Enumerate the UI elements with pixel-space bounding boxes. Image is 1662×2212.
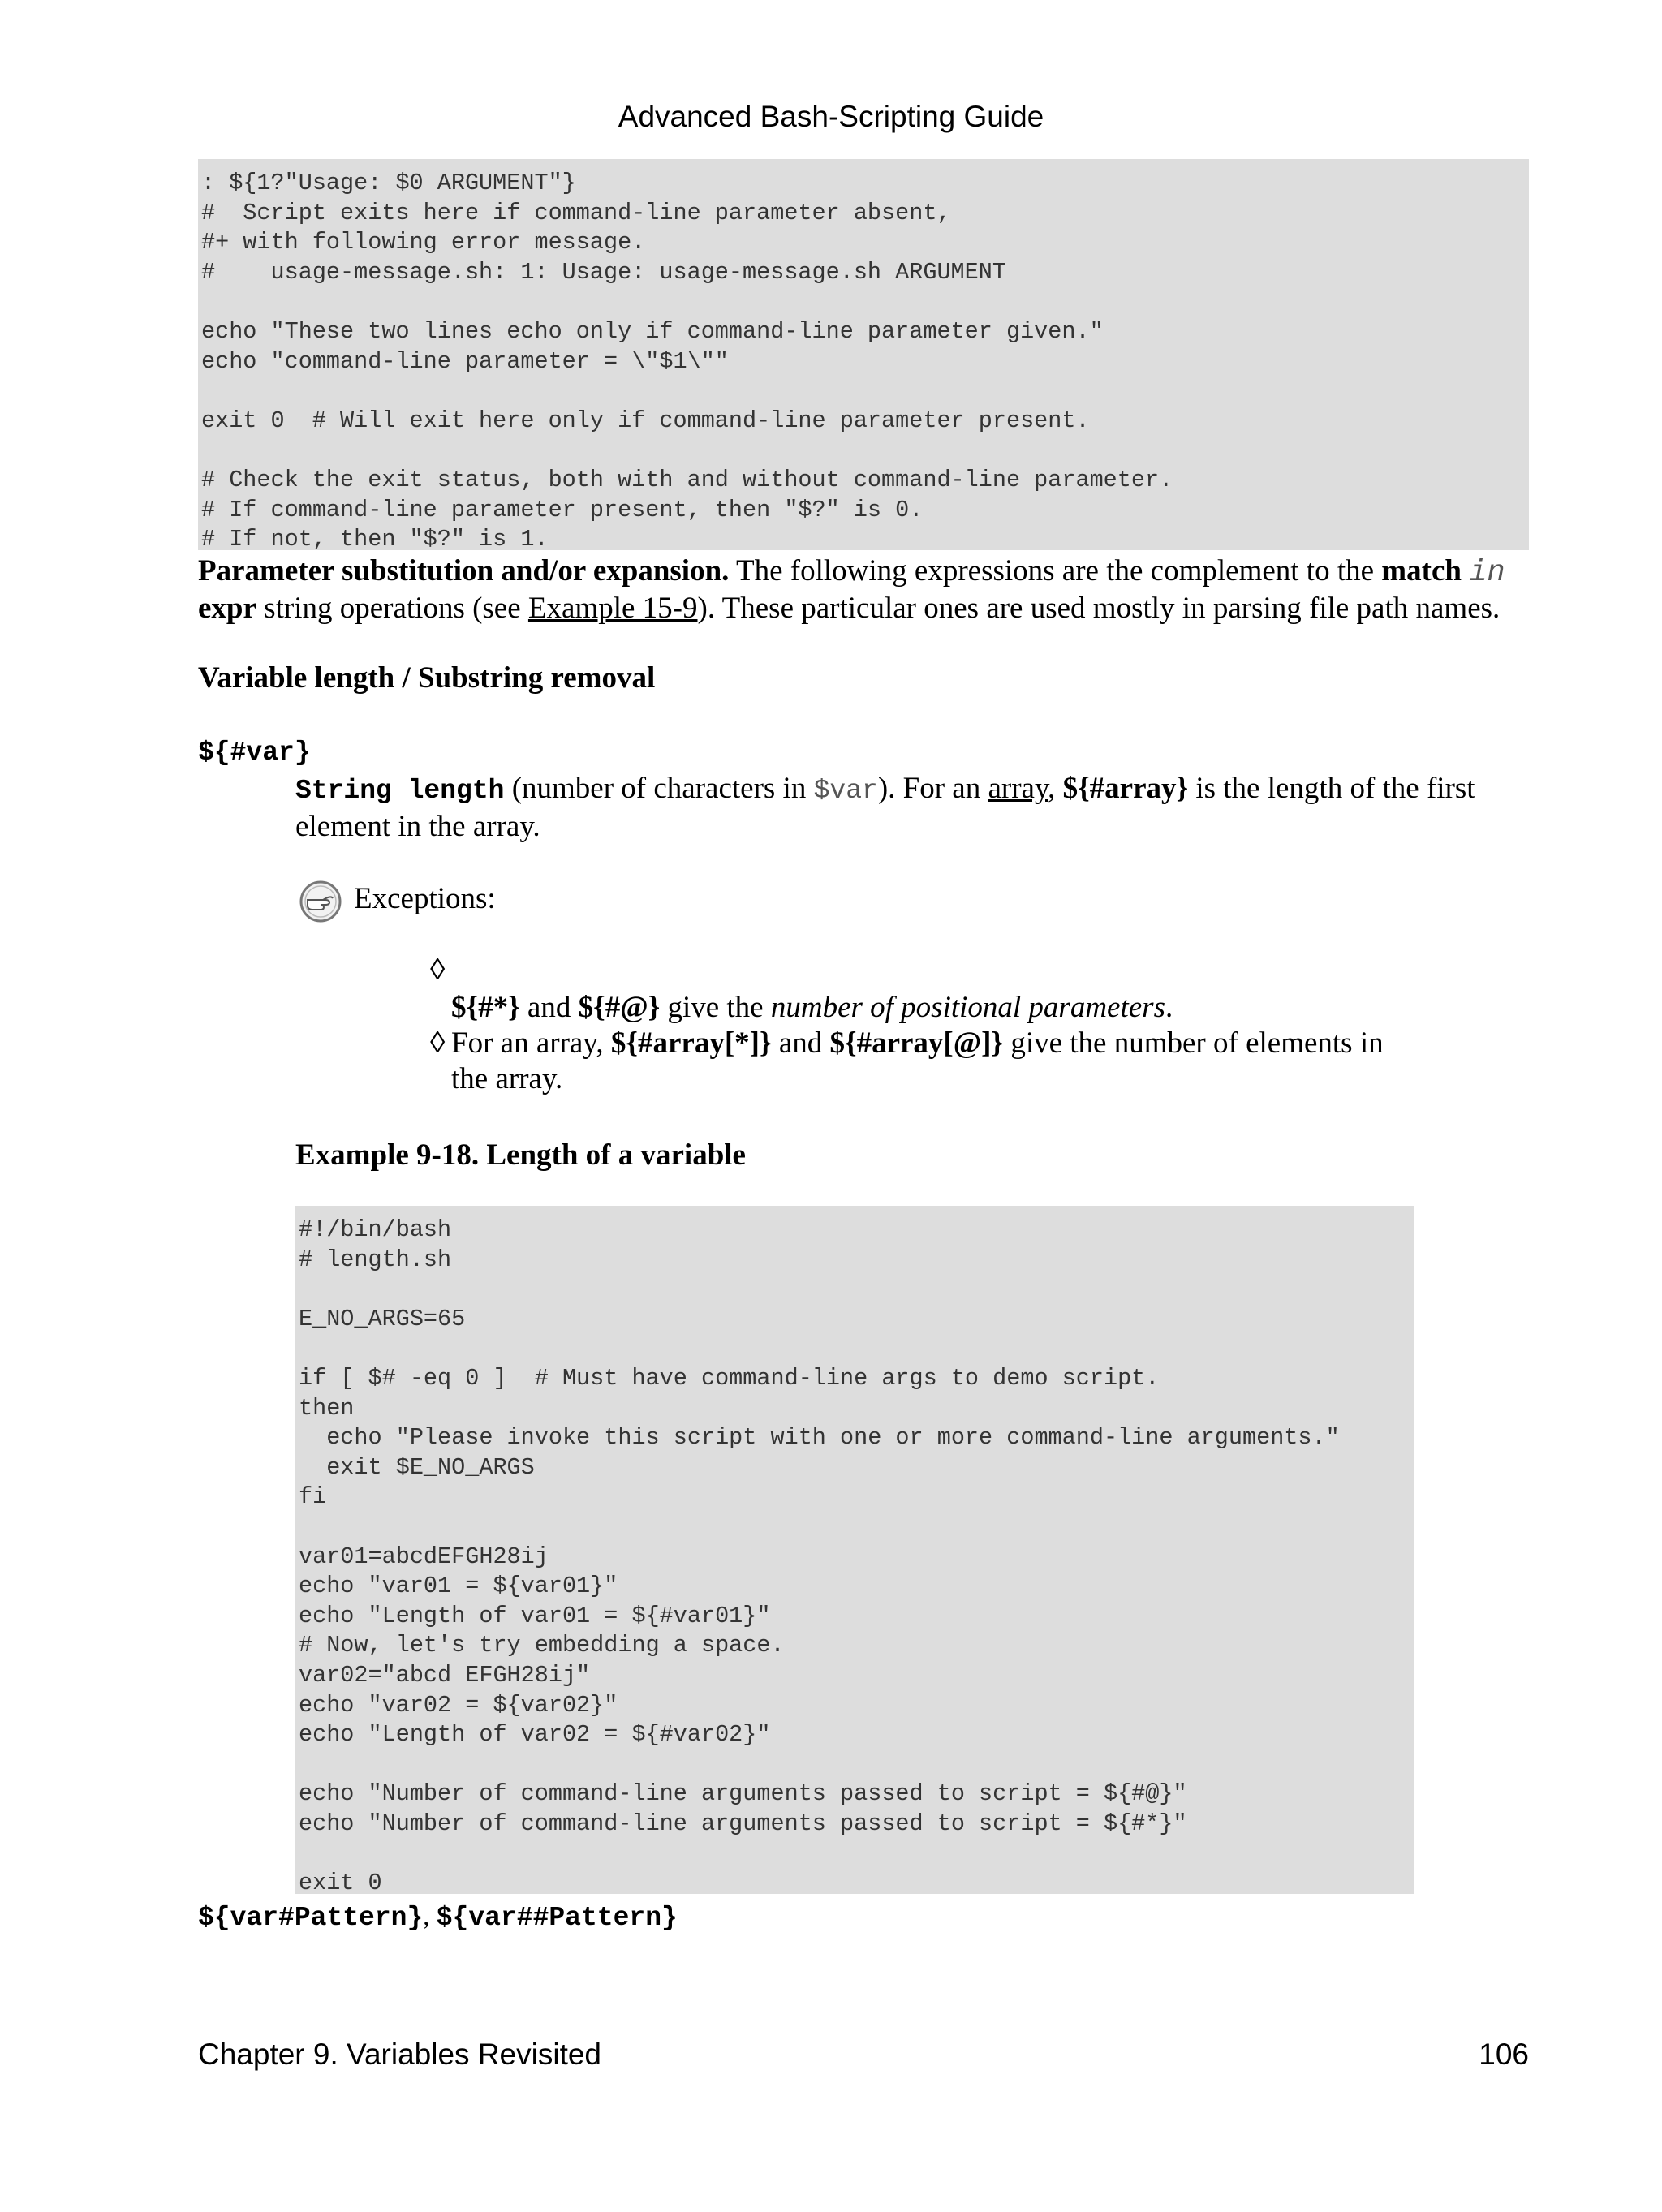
var-literal: $var [813, 776, 878, 806]
param-lead: Parameter substitution and/or expansion. [198, 554, 730, 587]
item1-italic: number of positional parameters [770, 991, 1165, 1024]
item2-and: and [771, 1026, 830, 1060]
code-block-length [295, 1206, 1414, 1897]
in-keyword: in [1469, 556, 1505, 590]
var-length-definition [295, 771, 1529, 845]
code-line: # length.sh [299, 1246, 452, 1273]
code-line [201, 436, 1526, 466]
def-text-4: is the length of the first [1188, 772, 1475, 805]
code-line: echo "var01 = ${var01}" [299, 1573, 618, 1600]
example-title: Example 9-18. Length of a variable [295, 1138, 746, 1172]
note-label: Exceptions: [354, 882, 496, 915]
list-item-positional [451, 990, 1173, 1026]
array-at-expr: ${#array[@]} [829, 1026, 1004, 1060]
param-text-2: string operations (see [256, 592, 528, 625]
note-hand-icon [299, 880, 342, 923]
code-line: echo "command-line parameter = \"$1\"" [201, 347, 729, 375]
term-var-length: ${#var} [198, 738, 311, 768]
item2-text-a: For an array, [451, 1026, 611, 1060]
code-line: exit 0 # Will exit here only if command-line parameter present. [201, 407, 1090, 434]
code-line: # Now, let's try embedding a space. [299, 1632, 785, 1659]
def-text-1: (number of characters in [504, 772, 814, 805]
footer-page-number: 106 [1479, 2038, 1529, 2071]
code-line: #!/bin/bash [299, 1216, 452, 1243]
footer-chapter: Chapter 9. Variables Revisited [198, 2038, 602, 2071]
array-star-expr: ${#array[*]} [610, 1026, 772, 1060]
code-line: echo "Number of command-line arguments passed to script = ${#@}" [299, 1780, 1187, 1808]
code-line [299, 1513, 1410, 1543]
code-line: # usage-message.sh: 1: Usage: usage-message.sh ARGUMENT [201, 258, 1006, 286]
param-text-1: The following expressions are the complement to the [729, 554, 1382, 587]
item2-text-e: give the number of elements in [1003, 1026, 1384, 1060]
item1-period: . [1165, 991, 1173, 1024]
term-pattern [198, 1899, 678, 1936]
code-line: # Check the exit status, both with and without command-line parameter. [201, 466, 1173, 493]
code-line: echo "Number of command-line arguments passed to script = ${#*}" [299, 1810, 1187, 1837]
bullet-2: ◊ [430, 1026, 446, 1060]
expr-keyword: expr [198, 592, 256, 625]
code-line: echo "Length of var02 = ${#var02}" [299, 1721, 771, 1749]
example-15-9-link[interactable]: Example 15-9 [527, 592, 698, 625]
array-link[interactable]: array [988, 772, 1048, 805]
param-text-3: ). These particular ones are used mostly in parsing file path names. [697, 592, 1501, 625]
item1-and: and [519, 991, 579, 1024]
code-line [201, 377, 1526, 407]
code-line: echo "Length of var01 = ${#var01}" [299, 1602, 771, 1629]
code-line: : ${1?"Usage: $0 ARGUMENT"} [201, 170, 576, 196]
code-line: fi [299, 1483, 327, 1511]
code-line: var02="abcd EFGH28ij" [299, 1661, 591, 1689]
code-line: # Script exits here if command-line parameter absent, [201, 199, 951, 226]
item2-line-2: the array. [451, 1062, 563, 1095]
code-line: exit $E_NO_ARGS [299, 1453, 535, 1481]
code-line [299, 1750, 1410, 1780]
code-line: # If command-line parameter present, then "$?" is 0. [201, 496, 924, 523]
hash-at-expr: ${#@} [578, 991, 661, 1024]
code-line [299, 1275, 1410, 1305]
code-line: then [299, 1394, 355, 1422]
string-length-term: String length [295, 776, 505, 806]
pattern-sep: , [423, 1902, 437, 1931]
def-text-3: , [1048, 772, 1063, 805]
var-double-hash-pattern: ${var##Pattern} [436, 1903, 678, 1933]
code-line [299, 1839, 1410, 1869]
bullet-1: ◊ [430, 953, 446, 987]
def-text-2: ). For an [877, 772, 988, 805]
code-line [299, 1334, 1410, 1364]
param-substitution-paragraph [198, 553, 1529, 626]
code-line [201, 287, 1526, 317]
code-line: echo "Please invoke this script with one or more command-line arguments." [299, 1424, 1340, 1452]
section-heading: Variable length / Substring removal [198, 661, 656, 695]
page-header: Advanced Bash-Scripting Guide [618, 100, 1044, 133]
def-line-2: element in the array. [295, 810, 540, 843]
match-keyword: match [1381, 554, 1462, 587]
code-line: E_NO_ARGS=65 [299, 1305, 466, 1332]
hash-star-expr: ${#*} [451, 991, 520, 1024]
item1-give: give the [660, 991, 771, 1024]
list-item-array [451, 1026, 1457, 1097]
code-line: if [ $# -eq 0 ] # Must have command-line args to demo script. [299, 1364, 1160, 1392]
code-line: echo "These two lines echo only if command-line parameter given." [201, 317, 1104, 345]
code-line: echo "var02 = ${var02}" [299, 1691, 618, 1719]
var-hash-pattern: ${var#Pattern} [198, 1903, 424, 1933]
code-line: exit 0 [299, 1870, 382, 1897]
array-length-expr: ${#array} [1062, 772, 1189, 805]
code-line: # If not, then "$?" is 1. [201, 526, 549, 553]
code-line: var01=abcdEFGH28ij [299, 1543, 549, 1570]
code-line: #+ with following error message. [201, 229, 646, 256]
code-block-usage [198, 159, 1529, 553]
